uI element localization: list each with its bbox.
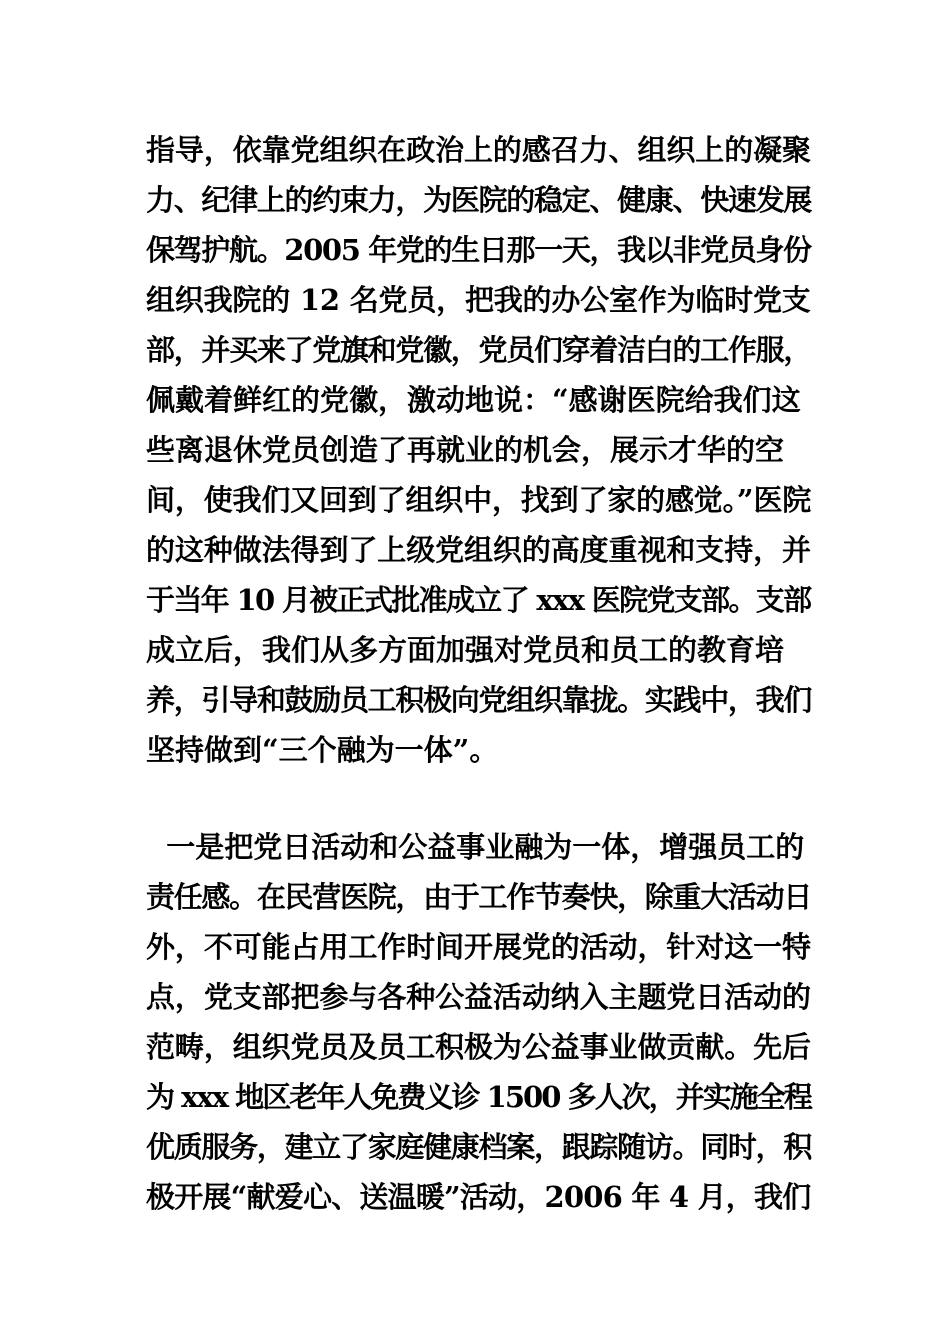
- text-line: 一是把党日活动和公益事业融为一体，增强员工的: [146, 830, 805, 864]
- text-line: 些离退休党员创造了再就业的机会，展示才华的空: [146, 433, 785, 467]
- text-line: 极开展“献爱心、送温暖”活动，2006 年 4 月，我们: [146, 1180, 811, 1214]
- text-line: 范畴，组织党员及员工积极为公益事业做贡献。先后: [146, 1030, 811, 1064]
- text-line: 责任感。在民营医院，由于工作节奏快，除重大活动日: [146, 880, 812, 914]
- text-line: 点，党支部把参与各种公益活动纳入主题党日活动的: [146, 980, 811, 1014]
- text-line: 指导，依靠党组织在政治上的感召力、组织上的凝聚: [146, 133, 811, 167]
- text-line: 部，并买来了党旗和党徽，党员们穿着洁白的工作服，: [146, 333, 812, 367]
- paragraph-1: [146, 125, 811, 775]
- text-line: 成立后，我们从多方面加强对党员和员工的教育培: [146, 633, 785, 667]
- text-line: 间，使我们又回到了组织中，找到了家的感觉。”医院: [146, 483, 812, 517]
- text-line: 组织我院的 12 名党员，把我的办公室作为临时党支: [146, 283, 811, 317]
- text-line: 佩戴着鲜红的党徽，激动地说：“感谢医院给我们这: [146, 383, 801, 417]
- text-line: 力、纪律上的约束力，为医院的稳定、健康、快速发展: [146, 183, 812, 217]
- text-line: 坚持做到“三个融为一体”。: [146, 733, 499, 767]
- text-line: 养，引导和鼓励员工积极向党组织靠拢。实践中，我们: [146, 683, 812, 717]
- text-line: 的这种做法得到了上级党组织的高度重视和支持，并: [146, 533, 811, 567]
- text-line: 外，不可能占用工作时间开展党的活动，针对这一特: [146, 930, 811, 964]
- paragraph-2: [146, 822, 811, 1222]
- text-line: 为 xxx 地区老年人免费义诊 1500 多人次，并实施全程: [146, 1080, 811, 1114]
- text-line: 保驾护航。2005 年党的生日那一天，我以非党员身份: [146, 233, 811, 267]
- text-line: 于当年 10 月被正式批准成立了 xxx 医院党支部。支部: [146, 583, 811, 617]
- text-line: 优质服务，建立了家庭健康档案，跟踪随访。同时，积: [146, 1130, 812, 1164]
